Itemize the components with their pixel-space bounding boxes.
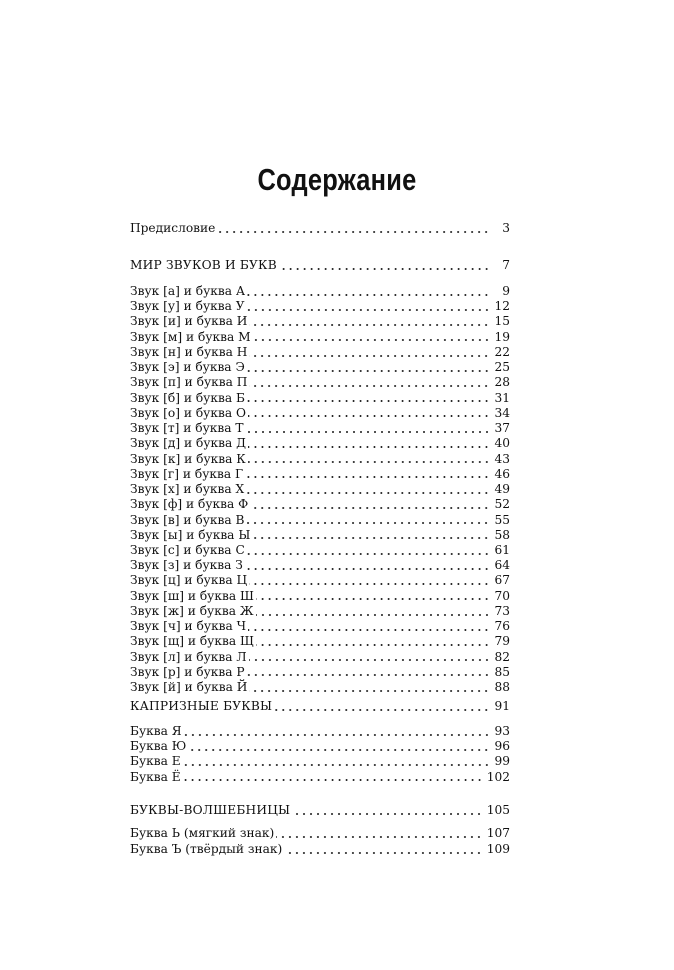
- dot-leader: [250, 507, 490, 509]
- toc-entry[interactable]: [130, 543, 510, 558]
- dot-leader: [217, 231, 490, 233]
- toc-entry[interactable]: [130, 482, 510, 497]
- toc-entry-label: Звук [м] и буква М: [130, 329, 251, 344]
- toc-entry-page: 7: [502, 258, 510, 272]
- toc-entry-label: Звук [ч] и буква Ч: [130, 619, 247, 634]
- dot-leader: [247, 370, 490, 372]
- toc-entry-label: Звук [з] и буква З: [130, 558, 243, 573]
- toc-entry-label: МИР ЗВУКОВ И БУКВ: [130, 258, 277, 272]
- toc-entry-page: 9: [502, 284, 510, 298]
- toc-entry[interactable]: [130, 739, 510, 754]
- toc-entry-page: 91: [494, 699, 510, 713]
- toc-entry[interactable]: [130, 360, 510, 375]
- toc-entry-page: 76: [494, 619, 510, 634]
- dot-leader: [292, 813, 483, 815]
- toc-entry[interactable]: [130, 421, 510, 436]
- toc-entry-page: 31: [494, 390, 510, 405]
- toc-entry-page: 73: [494, 603, 510, 618]
- toc-entry[interactable]: [130, 467, 510, 482]
- toc-entry-page: 49: [494, 482, 510, 497]
- toc-entry[interactable]: [130, 436, 510, 451]
- toc-entry[interactable]: [130, 299, 510, 314]
- section-heading: [130, 699, 510, 714]
- toc-entry[interactable]: [130, 345, 510, 360]
- toc-entry-label: Буква Ъ (твёрдый знак): [130, 841, 283, 856]
- toc-entry-label: Звук [ц] и буква Ц: [130, 573, 248, 588]
- toc-entry[interactable]: [130, 406, 510, 421]
- toc-entry-page: 15: [494, 314, 510, 329]
- dot-leader: [247, 400, 490, 402]
- toc-entry-page: 85: [494, 664, 510, 679]
- toc-entry-page: 34: [494, 405, 510, 420]
- toc-entry-label: Звук [в] и буква В: [130, 512, 245, 527]
- toc-entry-label: Звук [р] и буква Р: [130, 664, 245, 679]
- toc-entry-label: Звук [у] и буква У: [130, 299, 245, 314]
- toc-entry[interactable]: [130, 604, 510, 619]
- dot-leader: [246, 492, 490, 494]
- toc-entry-page: 109: [486, 841, 510, 856]
- dot-leader: [248, 446, 490, 448]
- toc-entry[interactable]: [130, 842, 510, 858]
- toc-entry-page: 52: [494, 497, 510, 512]
- section-heading-entry[interactable]: [130, 258, 510, 273]
- toc-entry-label: Звук [э] и буква Э: [130, 360, 245, 375]
- dot-leader: [249, 583, 490, 585]
- toc-entry-page: 58: [494, 527, 510, 542]
- toc-entry[interactable]: [130, 680, 510, 695]
- toc-entry-page: 46: [494, 466, 510, 481]
- toc-entry-page: 107: [486, 826, 510, 840]
- toc-entry-page: 99: [494, 754, 510, 769]
- toc-entry[interactable]: [130, 528, 510, 543]
- toc-entry-label: Звук [к] и буква К: [130, 451, 246, 466]
- dot-leader: [249, 324, 490, 326]
- toc-entry-page: 96: [494, 739, 510, 754]
- dot-leader: [245, 568, 490, 570]
- toc-entry[interactable]: [130, 754, 510, 769]
- toc-entry[interactable]: [130, 314, 510, 329]
- toc-entry-label: Звук [х] и буква Х: [130, 482, 245, 497]
- toc-entry-page: 37: [494, 421, 510, 436]
- toc-entry-label: Звук [ф] и буква Ф: [130, 497, 249, 512]
- dot-leader: [276, 836, 482, 838]
- toc-entry-page: 28: [494, 375, 510, 390]
- toc-entry[interactable]: [130, 221, 510, 236]
- toc-entry-page: 102: [486, 769, 510, 784]
- toc-entry-page: 79: [494, 634, 510, 649]
- toc-entry-page: 105: [486, 803, 510, 817]
- page-title-text: Содержание: [257, 162, 417, 197]
- toc-entry-label: Звук [и] и буква И: [130, 314, 248, 329]
- dot-leader: [247, 674, 490, 676]
- toc-entry-label: Звук [г] и буква Г: [130, 466, 244, 481]
- section-heading-entry[interactable]: [130, 699, 510, 714]
- dot-leader: [256, 614, 490, 616]
- dot-leader: [246, 431, 491, 433]
- toc-entry-page: 93: [494, 724, 510, 738]
- dot-leader: [188, 749, 490, 751]
- toc-entry-label: Звук [п] и буква П: [130, 375, 248, 390]
- toc-entry-label: Звук [а] и буква А: [130, 284, 246, 298]
- dot-leader: [249, 385, 490, 387]
- toc-entry-label: Звук [л] и буква Л: [130, 649, 247, 664]
- section-entries: [130, 826, 510, 858]
- toc-entry-page: 88: [494, 680, 510, 695]
- toc-entry[interactable]: [130, 634, 510, 649]
- toc-entry[interactable]: [130, 665, 510, 680]
- toc-entry-label: Буква Ё: [130, 769, 181, 784]
- toc-entry-label: Буква Ь (мягкий знак): [130, 826, 275, 840]
- toc-entry[interactable]: [130, 619, 510, 634]
- toc-entry-page: 55: [494, 512, 510, 527]
- dot-leader: [248, 629, 490, 631]
- dot-leader: [247, 553, 490, 555]
- section-entries: [130, 284, 510, 695]
- toc-entry-label: КАПРИЗНЫЕ БУКВЫ: [130, 699, 273, 713]
- toc-entry-page: 82: [494, 649, 510, 664]
- toc-entry-page: 12: [494, 299, 510, 314]
- dot-leader: [249, 355, 490, 357]
- toc-entry-page: 25: [494, 360, 510, 375]
- section-heading: [130, 258, 510, 273]
- toc-entry-page: 67: [494, 573, 510, 588]
- toc-entry-label: Звук [щ] и буква Щ: [130, 634, 254, 649]
- toc-entry-label: Звук [н] и буква Н: [130, 344, 248, 359]
- dot-leader: [249, 690, 490, 692]
- dot-leader: [256, 598, 490, 600]
- toc-entry[interactable]: [130, 284, 510, 299]
- toc-entry[interactable]: [130, 558, 510, 573]
- toc-entry-label: Звук [т] и буква Т: [130, 421, 244, 436]
- toc-entry-label: Предисловие: [130, 221, 216, 235]
- dot-leader: [253, 339, 490, 341]
- toc-entry-label: Звук [с] и буква С: [130, 542, 245, 557]
- toc-entry-label: Звук [ш] и буква Ш: [130, 588, 254, 603]
- toc-entry[interactable]: [130, 375, 510, 390]
- toc-entry[interactable]: [130, 497, 510, 512]
- dot-leader: [246, 522, 490, 524]
- toc-entry-page: 3: [502, 221, 510, 235]
- toc-entry-label: Буква Я: [130, 724, 182, 738]
- toc-entry-label: Звук [й] и буква Й: [130, 680, 248, 695]
- dot-leader: [247, 294, 490, 296]
- toc-entry-page: 70: [494, 588, 510, 603]
- dot-leader: [183, 779, 483, 781]
- toc-entry[interactable]: [130, 513, 510, 528]
- dot-leader: [248, 461, 490, 463]
- toc-entry[interactable]: [130, 330, 510, 345]
- dot-leader: [279, 268, 490, 270]
- toc-entry-label: Звук [б] и буква Б: [130, 390, 245, 405]
- toc-entry-page: 61: [494, 542, 510, 557]
- section-heading: [130, 803, 510, 818]
- dot-leader: [247, 309, 490, 311]
- toc-entry-page: 22: [494, 344, 510, 359]
- dot-leader: [256, 644, 490, 646]
- toc-entry-label: Буква Е: [130, 754, 181, 769]
- toc-entry-page: 43: [494, 451, 510, 466]
- toc-entry-label: Звук [ы] и буква Ы: [130, 527, 251, 542]
- page-title: [0, 160, 674, 200]
- dot-leader: [274, 709, 490, 711]
- toc-entry[interactable]: [130, 391, 510, 406]
- toc-entry[interactable]: [130, 573, 510, 588]
- toc-entry[interactable]: [130, 650, 510, 665]
- dot-leader: [249, 659, 490, 661]
- toc-entry-page: 19: [494, 329, 510, 344]
- dot-leader: [184, 734, 490, 736]
- toc-entry[interactable]: [130, 724, 510, 739]
- toc-entry[interactable]: [130, 452, 510, 467]
- toc-entry-page: 64: [494, 558, 510, 573]
- dot-leader: [284, 852, 482, 854]
- dot-leader: [245, 476, 490, 478]
- section-heading-entry[interactable]: [130, 803, 510, 818]
- toc-entry-label: БУКВЫ-ВОЛШЕБНИЦЫ: [130, 803, 291, 817]
- toc-entry-label: Буква Ю: [130, 739, 187, 754]
- toc-preface: [130, 221, 510, 236]
- dot-leader: [183, 764, 490, 766]
- dot-leader: [252, 537, 490, 539]
- toc-entry[interactable]: [130, 770, 510, 785]
- dot-leader: [248, 415, 490, 417]
- toc-entry-label: Звук [о] и буква О: [130, 405, 246, 420]
- toc-entry[interactable]: [130, 589, 510, 604]
- toc-entry-label: Звук [ж] и буква Ж: [130, 603, 254, 618]
- toc-entry-page: 40: [494, 436, 510, 451]
- toc-entry-label: Звук [д] и буква Д: [130, 436, 247, 451]
- toc-entry[interactable]: [130, 826, 510, 842]
- section-entries: [130, 724, 510, 785]
